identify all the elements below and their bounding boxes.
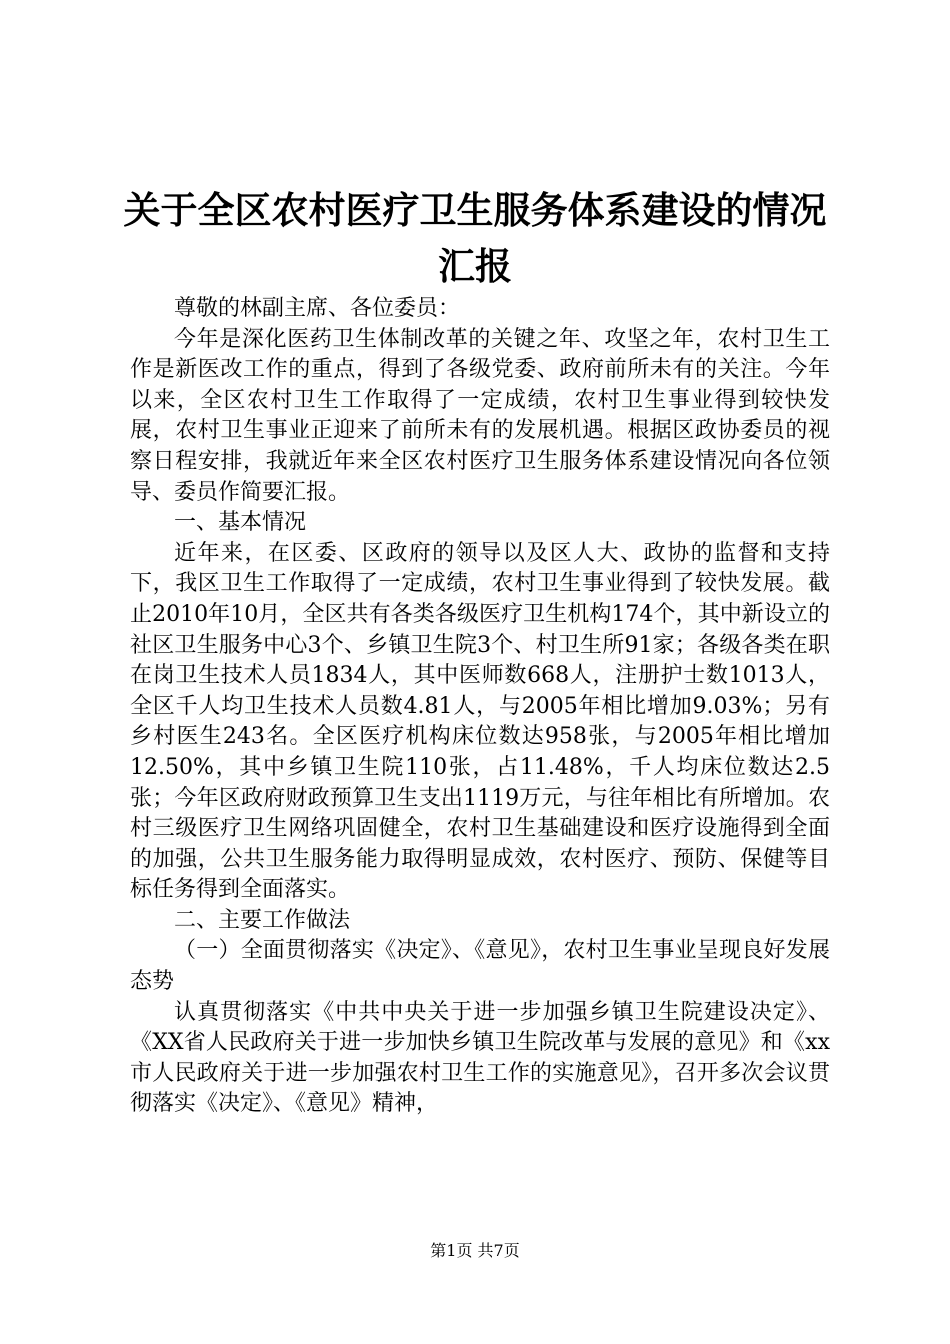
document-title: 关于全区农村医疗卫生服务体系建设的情况汇报 [123, 189, 827, 288]
section-heading-basic: 一、基本情况 [174, 510, 307, 536]
intro-paragraph: 今年是深化医药卫生体制改革的关键之年、攻坚之年，农村卫生工作是新医改工作的重点，得到了各级党委、政府前所未有的关注。今年以来，全区农村卫生工作取得了一定成绩，农村卫生事业得到较快发展，农村卫生事业正迎来了前所未有的发展机遇。根据区政协委员的视察日程安排，我就近年来全区农村医疗卫生服务体系建设情况向各位领导、委员作简要汇报。 [130, 326, 830, 505]
section-heading-work: 二、主要工作做法 [174, 907, 351, 933]
document-body [130, 294, 830, 1120]
page-footer: 第1页 共7页 [430, 1241, 520, 1260]
implementation-paragraph: 认真贯彻落实《中共中央关于进一步加强乡镇卫生院建设决定》、《XX省人民政府关于进一步加快乡镇卫生院改革与发展的意见》和《xx市人民政府关于进一步加强农村卫生工作的实施意见》，召开多次会议贯彻落实《决定》、《意见》精神， [130, 999, 830, 1117]
subsection-heading-1: （一）全面贯彻落实《决定》、《意见》，农村卫生事业呈现良好发展态势 [130, 938, 830, 995]
salutation-paragraph: 尊敬的林副主席、各位委员： [174, 296, 461, 321]
basic-situation-paragraph: 近年来，在区委、区政府的领导以及区人大、政协的监督和支持下，我区卫生工作取得了一定成绩，农村卫生事业得到了较快发展。截止2010年10月，全区共有各类各级医疗卫生机构174个，其中新设立的社区卫生服务中心3个、乡镇卫生院3个、村卫生所91家；各级各类在职在岗卫生技术人员1834人，其中医师数668人，注册护士数1013人，全区千人均卫生技术人员数4.81人，与2005年相比增加9.03%；另有乡村医生243名。全区医疗机构床位数达958张，与2005年相比增加12.50%，其中乡镇卫生院110张，占11.48%，千人均床位数达2.5张；今年区政府财政预算卫生支出1119万元，与往年相比有所增加。农村三级医疗卫生网络巩固健全，农村卫生基础建设和医疗设施得到全面的加强，公共卫生服务能力取得明显成效，农村医疗、预防、保健等目标任务得到全面落实。 [130, 540, 830, 903]
